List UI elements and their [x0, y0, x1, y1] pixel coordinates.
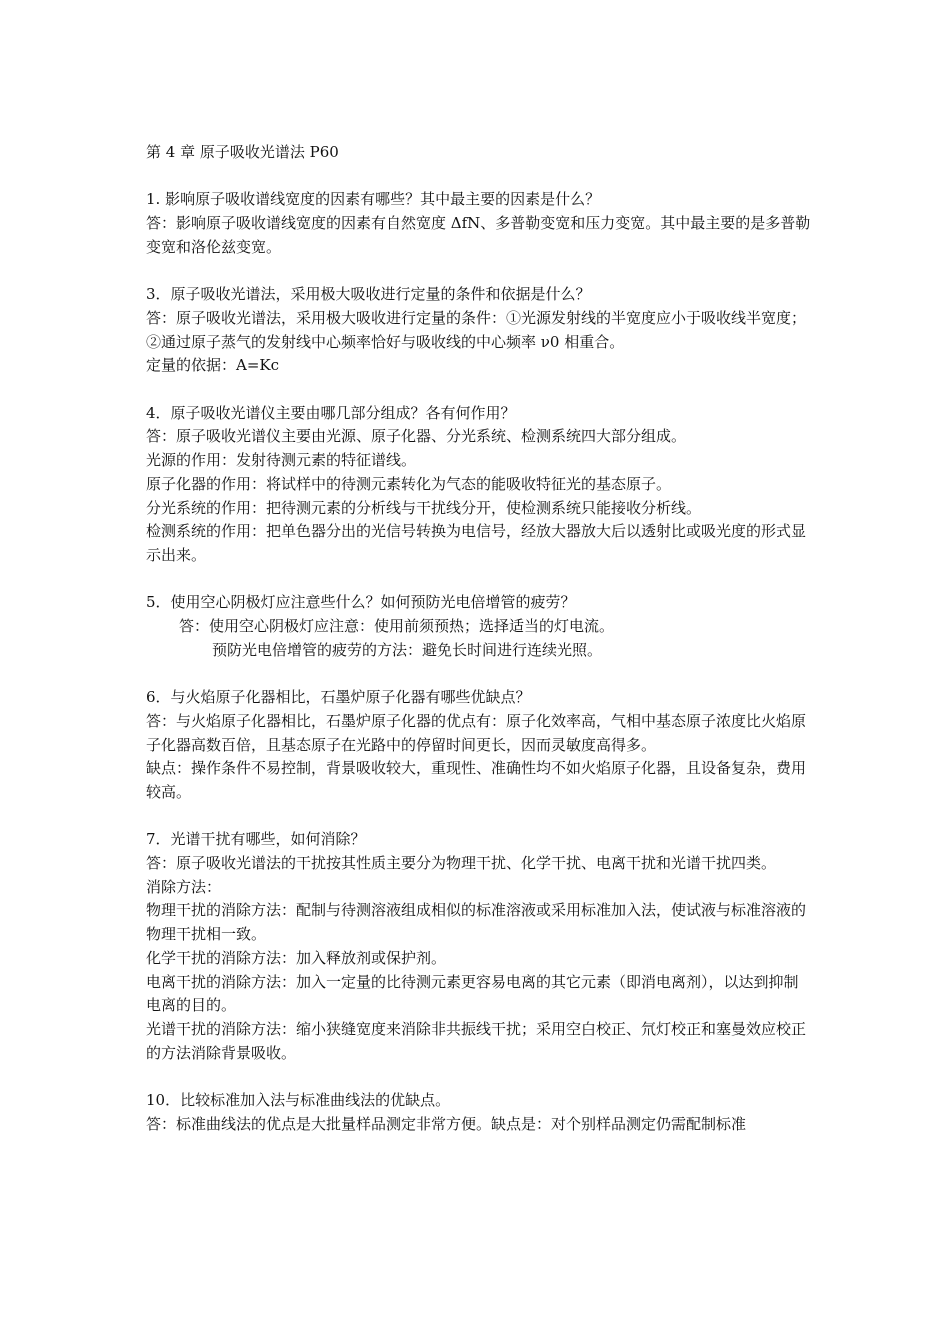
q3-answer: 答：原子吸收光谱法，采用极大吸收进行定量的条件：①光源发射线的半宽度应小于吸收线半宽度；②通过原子蒸气的发射线中心频率恰好与吸收线的中心频率 ν0 相重合。	[146, 308, 807, 351]
q4-answer: 答：原子吸收光谱仪主要由光源、原子化器、分光系统、检测系统四大部分组成。	[146, 427, 687, 446]
spacer	[146, 662, 812, 686]
q1-answer: 答：影响原子吸收谱线宽度的因素有自然宽度 ΔfN、多普勒变宽和压力变宽。其中最主要的是多普勒变宽和洛伦兹变宽。	[146, 214, 811, 256]
q7-chemical: 化学干扰的消除方法：加入释放剂或保护剂。	[146, 948, 447, 967]
spacer	[146, 805, 812, 829]
q7-question: 7．光谱干扰有哪些，如何消除？	[146, 830, 366, 849]
q5-answer-2: 预防光电倍增管的疲劳的方法：避免长时间进行连续光照。	[212, 640, 603, 659]
chapter-title: 第 4 章 原子吸收光谱法 P60	[146, 143, 339, 161]
q7-spectral: 光谱干扰的消除方法：缩小狭缝宽度来消除非共振线干扰；采用空白校正、氘灯校正和塞曼效应校正的方法消除背景吸收。	[146, 1019, 807, 1062]
q10-answer: 答：标准曲线法的优点是大批量样品测定非常方便。缺点是：对个别样品测定仍需配制标准	[146, 1114, 747, 1133]
q7-answer: 答：原子吸收光谱法的干扰按其性质主要分为物理干扰、化学干扰、电离干扰和光谱干扰四类。	[146, 854, 777, 872]
q4-question: 4．原子吸收光谱仪主要由哪几部分组成？各有何作用？	[146, 403, 516, 422]
q3-question: 3．原子吸收光谱法，采用极大吸收进行定量的条件和依据是什么？	[146, 285, 591, 304]
q4-light-source: 光源的作用：发射待测元素的特征谱线。	[146, 451, 417, 470]
q4-detector: 检测系统的作用：把单色器分出的光信号转换为电信号，经放大器放大后以透射比或吸光度的形式显示出来。	[146, 522, 807, 564]
q5-answer: 答：使用空心阴极灯应注意：使用前须预热；选择适当的灯电流。	[179, 617, 615, 635]
spacer	[146, 260, 812, 284]
spacer	[146, 568, 812, 592]
q10-question: 10．比较标准加入法与标准曲线法的优缺点。	[146, 1091, 451, 1110]
q4-monochromator: 分光系统的作用：把待测元素的分析线与干扰线分开，使检测系统只能接收分析线。	[146, 498, 702, 517]
document-page	[146, 141, 812, 1136]
q7-ionization: 电离干扰的消除方法：加入一定量的比待测元素更容易电离的其它元素（即消电离剂），以达到抑制电离的目的。	[146, 972, 799, 1015]
q5-question: 5．使用空心阴极灯应注意些什么？如何预防光电倍增管的疲劳？	[146, 593, 576, 612]
q3-basis: 定量的依据：A=Kc	[146, 356, 280, 375]
q6-answer: 答：与火焰原子化器相比，石墨炉原子化器的优点有：原子化效率高，气相中基态原子浓度比火焰原子化器高数百倍，且基态原子在光路中的停留时间更长，因而灵敏度高得多。	[146, 711, 807, 754]
q1-question: 1. 影响原子吸收谱线宽度的因素有哪些？其中最主要的因素是什么？	[146, 190, 601, 209]
q6-cons: 缺点：操作条件不易控制，背景吸收较大，重现性、准确性均不如火焰原子化器，且设备复杂，费用较高。	[146, 759, 807, 801]
spacer	[146, 1065, 812, 1089]
q4-atomizer: 原子化器的作用：将试样中的待测元素转化为气态的能吸收特征光的基态原子。	[146, 474, 672, 493]
q7-physical: 物理干扰的消除方法：配制与待测溶液组成相似的标准溶液或采用标准加入法，使试液与标准溶液的物理干扰相一致。	[146, 901, 807, 944]
spacer	[146, 378, 812, 402]
q6-question: 6．与火焰原子化器相比，石墨炉原子化器有哪些优缺点？	[146, 688, 531, 707]
q7-methods-heading: 消除方法：	[146, 877, 222, 896]
